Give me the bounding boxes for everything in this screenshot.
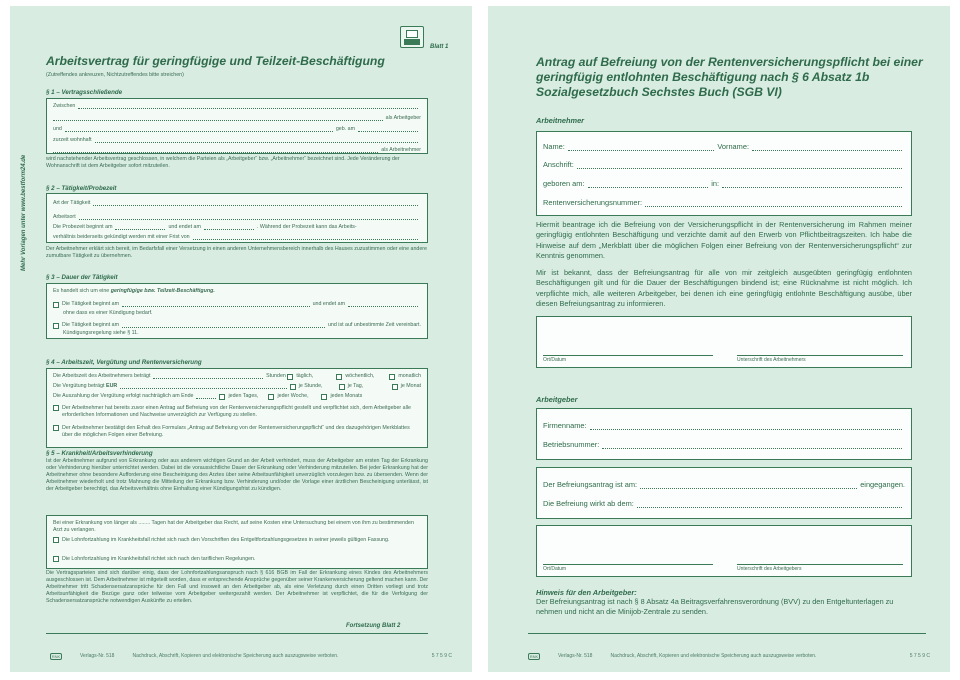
- birth-field[interactable]: [588, 187, 709, 188]
- form-code-2: 5 7 5 9 C: [909, 653, 930, 659]
- daily-label: täglich,: [296, 373, 314, 379]
- note-title: Hinweis für den Arbeitgeber:: [536, 588, 637, 597]
- hours-unit: Stunden: [266, 373, 286, 379]
- section-5-text: Ist der Arbeitnehmer aufgrund von Erkrankung oder aus anderem wichtigen Grund an der Arbeit verhindert, muss der Arbeitgeber am ersten Tag der Erkrankung oder Verhinderung hierüber unterrichtet werden. Dabei ist die voraussichtliche Dauer der Erkrankung oder Verhinderung mitzuteilen. Bei jeder Erkrankung hat der Arbeitnehmer ohne besondere Aufforderung eine Bescheinigung des Arztes über seine Arbeitsunfähigkeit unverzüglich vorzulegen bzw. zu übersenden. Wenn der Arbeitnehmer wiederholt und trotz Mahnung die Mitteilung der Erkrankung bzw. Verhinderung und/oder die Vorlage einer ärztlichen Bescheinigung unterlässt, ist der Arbeitgeber berechtigt, das Arbeitsverhältnis ohne Einhaltung einer Kündigungsfrist zu kündigen.: [46, 458, 428, 492]
- each-day-checkbox[interactable]: [219, 394, 225, 400]
- employer-section-title: Arbeitgeber: [536, 395, 578, 404]
- per-month-checkbox[interactable]: [392, 384, 398, 390]
- effective-label: Die Befreiung wirkt ab dem:: [543, 499, 634, 508]
- first-name-field[interactable]: [752, 150, 902, 151]
- employee-section-title: Arbeitnehmer: [536, 116, 585, 125]
- illness-days-text: Tagen hat der Arbeitgeber das Recht, auf seine Kosten eine Untersuchung bei einem von ihm zu bestimmenden Arzt zu verlangen.: [53, 520, 414, 533]
- publisher-logo-icon: RNK: [51, 654, 61, 659]
- left-footer: [50, 653, 452, 660]
- section-2-title: § 2 – Tätigkeit/Probezeit: [46, 185, 117, 192]
- form-code: 5 7 5 9 C: [431, 653, 452, 659]
- contract-sheet: [10, 6, 472, 672]
- exemption-filed-text: Der Arbeitnehmer hat bereits zuvor einen Antrag auf Befreiung von der Rentenversicherungspflicht gestellt und verpflichtet sich, dem Arbeitgeber alle erforderlichen Informationen und Nachweise unverzüglich zur Verfügung zu stellen.: [62, 405, 411, 418]
- order-number: Verlags-Nr. 518: [80, 653, 115, 659]
- opt2-start-field[interactable]: [122, 327, 325, 328]
- company-number-label: Betriebsnummer:: [543, 440, 600, 449]
- birthplace-field[interactable]: [722, 187, 902, 188]
- per-day-checkbox[interactable]: [339, 384, 345, 390]
- each-day-label: jeden Tages,: [228, 393, 259, 399]
- notice-field[interactable]: [193, 239, 418, 240]
- contract-title: Arbeitsvertrag für geringfügige und Teilzeit-Beschäftigung: [46, 54, 385, 68]
- employee-label: als Arbeitnehmer: [381, 147, 421, 153]
- employee-name-field[interactable]: [65, 131, 333, 132]
- duration-intro: Es handelt sich um eine: [53, 288, 110, 294]
- tariff-pay-checkbox[interactable]: [53, 556, 59, 562]
- activity-label: Art der Tätigkeit: [53, 200, 91, 206]
- weekly-checkbox[interactable]: [336, 374, 342, 380]
- statutory-pay-checkbox[interactable]: [53, 537, 59, 543]
- daily-checkbox[interactable]: [287, 374, 293, 380]
- monthly-label: monatlich: [398, 373, 421, 379]
- weekly-label: wöchentlich,: [345, 373, 375, 379]
- employer-signature-box[interactable]: [536, 525, 912, 577]
- employee-box: [536, 131, 912, 216]
- continued-label: Fortsetzung Blatt 2: [346, 623, 401, 629]
- place-date-label: Ort/Datum: [543, 355, 713, 363]
- per-hour-label: je Stunde,: [298, 383, 323, 389]
- workplace-label: Arbeitsort: [53, 214, 76, 220]
- first-name-label: Vorname:: [717, 142, 749, 151]
- per-hour-checkbox[interactable]: [290, 384, 296, 390]
- employer-box: [536, 408, 912, 460]
- place-date-label-2: Ort/Datum: [543, 564, 713, 572]
- publisher-logo-icon-2: RNK: [529, 654, 539, 659]
- section-5-text-2: Die Vertragsparteien sind sich darüber einig, dass der Lohnfortzahlungsanspruch nach § 616 BGB im Fall der Erkrankung eines Kindes des Arbeitnehmers ausgeschlossen ist. Dem Arbeitnehmer ist mitgeteilt worden, dass er entsprechende Ansprüche gegenüber seiner Krankenversicherung geltend machen kann. Der Arbeitnehmer tritt Schadensersatzansprüche für den Fall und insoweit an den Arbeitgeber ab, als eine Verletzung durch einen Dritten vorliegt und trotz Arbeitsunfähigkeit die Bezüge ganz oder teilweise vom Arbeitgeber weitergezahlt werden. Der Arbeitnehmer ist verpflichtet, die für die Verfolgung der Schadensersatzansprüche notwendigen Auskünfte zu erteilen.: [46, 570, 428, 604]
- request-paragraph: Hiermit beantrage ich die Befreiung von der Versicherungspflicht in der Rentenversicherung im Rahmen meiner geringfügig entlohnten Beschäftigung und verzichte damit auf den Erwerb von Pflichtbeitragszeiten. Ich habe die Hinweise auf dem „Merkblatt über die möglichen Folgen einer Befreiung von der Rentenversicherungspflicht“ zur Kenntnis genommen.: [536, 220, 912, 261]
- each-month-checkbox[interactable]: [321, 394, 327, 400]
- exemption-title: Antrag auf Befreiung von der Rentenversicherungspflicht bei einer geringfügig entlohnten Beschäftigung nach § 6 Absatz 1b Sozialgesetzbuch Sechstes Buch (SGB VI): [536, 55, 923, 99]
- payout-label: Die Auszahlung der Vergütung erfolgt nachträglich am Ende: [53, 393, 194, 399]
- order-number-2: Verlags-Nr. 518: [558, 653, 593, 659]
- form-received-text: Der Arbeitnehmer bestätigt den Erhalt des Formulars „Antrag auf Befreiung von der Rentenversicherungspflicht“ und des dazugehörigen Merkblattes über die möglichen Folgen einer Befreiung.: [62, 425, 410, 438]
- eur-label: EUR: [106, 383, 118, 389]
- address-field[interactable]: [95, 142, 418, 143]
- opt2-note: und ist auf unbestimmte Zeit vereinbart.: [327, 322, 421, 328]
- workplace-field[interactable]: [79, 219, 418, 220]
- opt2-label: Die Tätigkeit beginnt am: [62, 322, 120, 328]
- birth-date-field[interactable]: [358, 131, 418, 132]
- duration-box: [46, 283, 428, 339]
- each-week-checkbox[interactable]: [268, 394, 274, 400]
- company-label: Firmenname:: [543, 421, 587, 430]
- note-text: Der Befreiungsantrag ist nach § 8 Absatz 4a Beitragsverfahrensverordnung (BVV) zu den Entgeltunterlagen zu nehmen und nicht an die Minijob-Zentrale zu senden.: [536, 597, 894, 617]
- parties-box: [46, 98, 428, 154]
- receipt-box: [536, 467, 912, 519]
- sidebar-note: Mehr Vorlagen unter www.bestform24.de: [21, 154, 27, 271]
- pension-number-label: Rentenversicherungsnummer:: [543, 198, 642, 207]
- probation-end-field[interactable]: [204, 229, 254, 230]
- exemption-sheet: [488, 6, 950, 672]
- name-field[interactable]: [568, 150, 715, 151]
- resident-label: zurzeit wohnhaft: [53, 137, 92, 143]
- each-week-label: jeder Woche,: [277, 393, 309, 399]
- section-3-title: § 3 – Dauer der Tätigkeit: [46, 274, 118, 281]
- probation-label: Die Probezeit beginnt am: [53, 224, 113, 230]
- illness-days-label: Bei einer Erkrankung von länger als: [53, 520, 137, 526]
- name-label: Name:: [543, 142, 565, 151]
- salary-label: Die Vergütung beträgt: [53, 383, 105, 389]
- probation-label-2: . Während der Probezeit kann das Arbeits-: [256, 224, 357, 230]
- duration-intro-bold: geringfügige bzw. Teilzeit-Beschäftigung.: [110, 288, 215, 294]
- born-label: geb. am: [335, 126, 355, 132]
- opt1-note: ohne dass es einer Kündigung bedarf.: [63, 310, 153, 316]
- employee-signature-box[interactable]: [536, 316, 912, 368]
- between-label: Zwischen: [53, 103, 76, 109]
- monthly-checkbox[interactable]: [389, 374, 395, 380]
- hours-label: Die Arbeitszeit des Arbeitnehmers beträgt: [53, 373, 151, 379]
- pension-number-field[interactable]: [645, 206, 902, 207]
- section-4-title: § 4 – Arbeitszeit, Vergütung und Rentenversicherung: [46, 359, 202, 366]
- opt1-end-label: und endet am: [312, 301, 345, 307]
- illness-box: Bei einer Erkrankung von länger als ........ Tagen hat der Arbeitgeber das Recht, auf seine Kosten eine Untersuchung bei einem von ihm zu bestimmenden Arzt zu verlangen. Die Lohnfortzahlung im Krankheitsfall richtet sich nach den Vorschriften des Entgeltfortzahlungsgesetzes in seiner jeweils gültigen Fassung. Die Lohnfortzahlung im Krankheitsfall richtet sich nach den tariflichen Regelungen.: [46, 515, 428, 569]
- hours-field[interactable]: [153, 378, 263, 379]
- each-month-label: jeden Monats: [330, 393, 363, 399]
- duration-fixed-checkbox[interactable]: [53, 302, 59, 308]
- ends-label: und endet am: [168, 224, 201, 230]
- sheet-label: Blatt 1: [430, 44, 449, 50]
- contract-subtitle: (Zutreffendes ankreuzen, Nichtzutreffendes bitte streichen): [46, 72, 184, 78]
- copyright-note-2: Nachdruck, Abschrift, Kopieren und elektronische Speicherung auch auszugsweise verboten.: [610, 653, 817, 659]
- salary-field[interactable]: [120, 388, 286, 389]
- opt2-note-2: Kündigungsregelung siehe § 11.: [63, 330, 139, 336]
- notice-label: verhältnis beiderseits gekündigt werden mit einer Frist von: [53, 234, 190, 240]
- employer-signature-label: Unterschrift des Arbeitgebers: [737, 564, 903, 572]
- duration-open-checkbox[interactable]: [53, 323, 59, 329]
- tariff-pay-text: Die Lohnfortzahlung im Krankheitsfall richtet sich nach den tariflichen Regelungen.: [62, 556, 256, 562]
- printer-icon: [400, 26, 424, 48]
- effective-date-field[interactable]: [637, 507, 902, 508]
- birthplace-label: in:: [711, 179, 719, 188]
- form-received-checkbox[interactable]: [53, 425, 59, 431]
- exemption-filed-checkbox[interactable]: [53, 405, 59, 411]
- activity-box: [46, 193, 428, 243]
- opt1-label: Die Tätigkeit beginnt am: [62, 301, 120, 307]
- probation-start-field[interactable]: [115, 229, 165, 230]
- company-number-field[interactable]: [602, 448, 902, 449]
- section-5-title: § 5 – Krankheit/Arbeitsverhinderung: [46, 450, 153, 457]
- acknowledge-paragraph: Mir ist bekannt, dass der Befreiungsantrag für alle von mir zeitgleich ausgeübten geringfügig entlohnten Beschäftigungen gilt und für die Dauer der Beschäftigungen bindend ist; eine Rücknahme ist nicht möglich. Ich verpflichte mich, alle weiteren Arbeitgeber, bei denen ich eine geringfügig entlohnte Beschäftigung ausübe, über diesen Befreiungsantrag zu informieren.: [536, 268, 912, 309]
- and-label: und: [53, 126, 62, 132]
- section-1-title: § 1 – Vertragsschließende: [46, 89, 123, 96]
- employer-label: als Arbeitgeber: [385, 115, 421, 121]
- address-label: Anschrift:: [543, 160, 574, 169]
- address-input[interactable]: [577, 168, 902, 169]
- employee-signature-label: Unterschrift des Arbeitnehmers: [737, 355, 903, 363]
- statutory-pay-text: Die Lohnfortzahlung im Krankheitsfall richtet sich nach den Vorschriften des Entgeltfortzahlungsgesetzes in seiner jeweils gültigen Fassung.: [62, 537, 390, 543]
- copyright-note: Nachdruck, Abschrift, Kopieren und elektronische Speicherung auch auszugsweise verboten.: [132, 653, 339, 659]
- activity-field[interactable]: [93, 205, 418, 206]
- birth-label: geboren am:: [543, 179, 585, 188]
- per-month-label: je Monat: [400, 383, 421, 389]
- company-field[interactable]: [590, 429, 902, 430]
- per-day-label: je Tag,: [347, 383, 364, 389]
- right-footer: [528, 653, 930, 660]
- received-label: Der Befreiungsantrag ist am:: [543, 480, 638, 489]
- received-date-field[interactable]: [640, 488, 857, 489]
- opt1-end-field[interactable]: [348, 306, 418, 307]
- salary-box: [46, 368, 428, 448]
- section-2-text: Der Arbeitnehmer erklärt sich bereit, im Bedarfsfall einer Versetzung in einen anderen Unternehmensbereich innerhalb des Hauses zuzustimmen oder eine andere zumutbare Tätigkeit zu übernehmen.: [46, 246, 427, 259]
- section-1-text: wird nachstehender Arbeitsvertrag geschlossen, in welchem die Parteien als „Arbeitgeber“ bzw. „Arbeitnehmer“ bezeichnet sind. Jede Veränderung der Wohnanschrift ist dem Arbeitgeber sofort mitzuteilen.: [46, 156, 400, 169]
- opt1-start-field[interactable]: [122, 306, 310, 307]
- received-suffix: eingegangen.: [860, 480, 905, 489]
